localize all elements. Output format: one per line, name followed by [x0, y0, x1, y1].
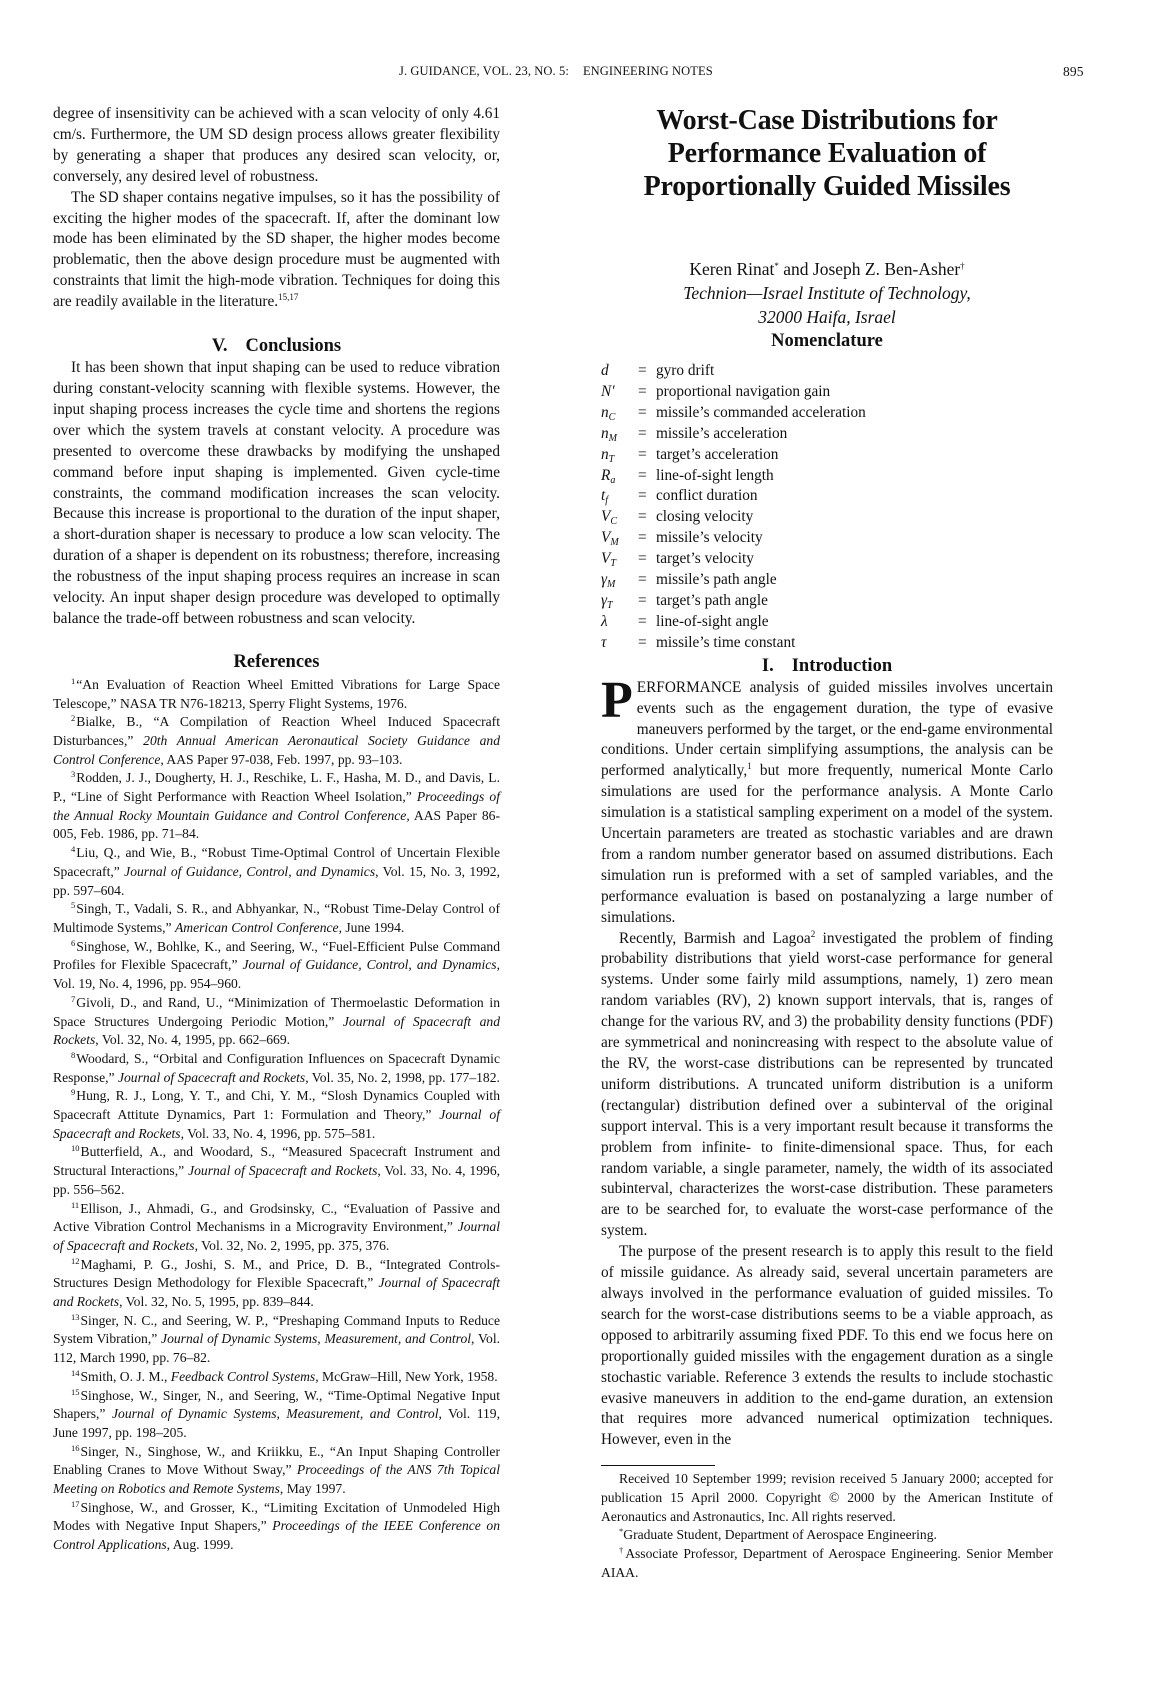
nomenclature-definition: closing velocity — [656, 508, 754, 526]
nomenclature-definition: target’s velocity — [656, 550, 754, 568]
reference-number: 12 — [71, 1255, 80, 1266]
nomenclature-symbol: $V_T$ — [601, 550, 616, 570]
reference-number: 1 — [71, 675, 76, 686]
nomenclature-symbol: $n_T$ — [601, 445, 615, 465]
reference-number: 10 — [71, 1143, 80, 1154]
nomenclature-definition: gyro drift — [656, 362, 715, 379]
left-column — [53, 104, 500, 1555]
reference-item: $^{13}$Singer, N. C., and Seering, W. P., “Preshaping Command Inputs to Reduce System Vibration,” Journal of Dynamic Systems, Measurement, and Control, Vol. 112, March 1990, pp. 76–82. — [53, 1311, 500, 1366]
introduction-paragraph-1: PERFORMANCE analysis of guided missiles involves uncertain events such as the engagement duration, the type of evasive maneuvers performed by the target, or the end-game environmental conditions. Under certain simplifying assumptions, the analysis can be performed analytically,$^1$ but more frequently, numerical Monte Carlo simulations are used for the performance analysis. A Monte Carlo simulation is a statistical sampling experiment on a model of the system. Uncertain parameters are treated as stochastic variables and are drawn from a random number generator based on assumed distributions. Each simulation run is preformed with a set of sampled variables, and the performance evaluation is based on postanalyzing a large number of simulations. — [601, 671, 1053, 926]
affiliation: Technion—Israel Institute of Technology, 32000 Haifa, Israel — [683, 283, 971, 327]
nomenclature-symbol: N′ — [601, 382, 615, 400]
reference-number: 3 — [71, 769, 76, 780]
continuation-paragraph-2: The SD shaper contains negative impulses, so it has the possibility of exciting the higher modes of the spacecraft. If, after the dominant low mode has been eliminated by the SD shaper, the higher modes become problematic, then the above design procedure must be augmented with constraints that limit the high-mode vibration. Techniques for doing this are readily available in the literature.$^{15,17}$ — [53, 188, 500, 311]
drop-cap: P — [601, 671, 633, 729]
reference-item: $^{10}$Butterfield, A., and Woodard, S., “Measured Spacecraft Instrument and Structural Interactions,” Journal of Spacecraft and Rockets, Vol. 33, No. 4, 1996, pp. 556–562. — [53, 1143, 501, 1197]
nomenclature-item: $R_a$ = line-of-sight length — [601, 466, 1053, 487]
nomenclature-definition: proportional navigation gain — [656, 382, 831, 400]
nomenclature-symbol: $R_a$ — [601, 466, 616, 486]
continuation-paragraph-1: degree of insensitivity can be achieved with a scan velocity of only 4.61 cm/s. Furthermore, the UM SD design process allows greater flexibility by generating a shaper that produces any desired scan velocity, or, conversely, any desired level of robustness. — [53, 105, 500, 185]
nomenclature-symbol: $t_f$ — [601, 487, 609, 507]
reference-number: 16 — [71, 1442, 80, 1453]
nomenclature-item: $\gamma_T$ = target’s path angle — [601, 591, 1053, 612]
reference-number: 13 — [71, 1311, 80, 1322]
reference-number: 14 — [71, 1367, 80, 1378]
author2-footnote: †Associate Professor, Department of Aerospace Engineering. Senior Member AIAA. — [601, 1545, 1053, 1580]
nomenclature-item: $V_M$ = missile’s velocity — [601, 528, 1053, 549]
nomenclature-definition: missile’s path angle — [656, 571, 777, 589]
nomenclature-symbol: $V_C$ — [601, 508, 618, 528]
reference-item: $^{11}$Ellison, J., Ahmadi, G., and Grodsinsky, C., “Evaluation of Passive and Active Vibration Control Mechanisms in a Microgravity Environment,” Journal of Spacecraft and Rockets, Vol. 32, No. 2, 1995, pp. 375, 376. — [53, 1199, 500, 1253]
title-block — [601, 104, 1053, 329]
references-heading: References — [233, 651, 320, 672]
nomenclature-item: λ = line-of-sight angle — [601, 612, 1053, 633]
reference-number: 9 — [71, 1087, 76, 1098]
journal-section: ENGINEERING NOTES — [582, 64, 713, 78]
nomenclature-definition: missile’s commanded acceleration — [656, 403, 866, 421]
nomenclature-item: τ = missile’s time constant — [601, 633, 1053, 654]
introduction-heading: I. Introduction — [761, 655, 893, 676]
reference-number: 17 — [71, 1498, 80, 1509]
nomenclature-definition: line-of-sight length — [656, 466, 774, 484]
nomenclature-item: $n_C$ = missile’s commanded acceleration — [601, 403, 1053, 424]
nomenclature-definition: conflict duration — [656, 487, 758, 505]
reference-item: $^{12}$Maghami, P. G., Joshi, S. M., and Price, D. B., “Integrated Controls-Structures Design Methodology for Flexible Spacecraft,” Journal of Spacecraft and Rockets, Vol. 32, No. 5, 1995, pp. 839–844. — [53, 1255, 500, 1310]
nomenclature-definition: target’s path angle — [656, 591, 768, 609]
nomenclature-heading: Nomenclature — [771, 331, 883, 351]
reference-item: $^{15}$Singhose, W., Singer, N., and Seering, W., “Time-Optimal Negative Input Shapers,” Journal of Dynamic Systems, Measurement, and Control, Vol. 119, June 1997, pp. 198–205. — [53, 1386, 500, 1440]
references-list — [53, 676, 500, 1555]
author1-footnote: *Graduate Student, Department of Aerospace Engineering. — [619, 1526, 937, 1543]
nomenclature-symbol: $\gamma_T$ — [601, 591, 613, 611]
reference-number: 7 — [71, 993, 76, 1004]
reference-number: 15 — [71, 1386, 80, 1397]
reference-item: $^6$Singhose, W., Bohlke, K., and Seering, W., “Fuel-Efficient Pulse Command Profiles for Flexible Spacecraft,” Journal of Guidance, Control, and Dynamics, Vol. 19, No. 4, 1996, pp. 954–960. — [53, 937, 500, 992]
reference-item: $^{14}$Smith, O. J. M., Feedback Control Systems, McGraw–Hill, New York, 1958. — [71, 1367, 498, 1384]
citation: 1 — [747, 761, 752, 772]
reference-number: 2 — [71, 713, 76, 724]
reference-item: $^2$Bialke, B., “A Compilation of Reaction Wheel Induced Spacecraft Disturbances,” 20th Annual American Aeronautical Society Guidance and Control Conference, AAS Paper 97-038, Feb. 1997, pp. 93–103. — [53, 713, 500, 767]
running-head — [0, 64, 1155, 84]
nomenclature-item: $\gamma_M$ = missile’s path angle — [601, 570, 1053, 591]
nomenclature-list — [601, 361, 1053, 654]
nomenclature-definition: missile’s acceleration — [656, 424, 788, 442]
introduction-paragraph-2: Recently, Barmish and Lagoa$^2$ investigated the problem of finding probability distributions that yield worst-case performance for general systems. Under some fairly mild assumptions, namely, 1) zero mean random variables (RV), 2) known support intervals, that is, ranges of change for the various RV, and 3) the probability density functions (PDF) are symmetrical and nonincreasing with respect to the absolute value of the RV, the worst-case distributions can be represented by truncated uniform distributions. A truncated uniform distribution is a uniform (rectangular) distribution defined over a subinterval of the original support interval. This is a very important result because it transforms the problem from infinite- to finite-dimensional space. Thus, for each random variable, a single parameter, namely, the width of its associated subinterval, characterizes the worst-case distribution. These parameters are to be searched for, to evaluate the worst-case performance of the system. — [601, 928, 1053, 1240]
nomenclature-item: N′ = proportional navigation gain — [601, 382, 1053, 403]
footnotes — [601, 1470, 1053, 1582]
reference-number: 5 — [71, 900, 76, 911]
reference-number: 11 — [71, 1199, 80, 1210]
footnote-divider — [601, 1465, 715, 1466]
journal-name: J. GUIDANCE, VOL. 23, NO. 5: — [399, 64, 569, 78]
reference-item: $^{17}$Singhose, W., and Grosser, K., “Limiting Excitation of Unmodeled High Modes with Negative Input Shapers,” Proceedings of the IEEE Conference on Control Applications, Aug. 1999. — [53, 1498, 500, 1553]
nomenclature-symbol: τ — [601, 633, 607, 651]
nomenclature-item: $n_T$ = target’s acceleration — [601, 445, 1053, 466]
reference-item: $^5$Singh, T., Vadali, S. R., and Abhyankar, N., “Robust Time-Delay Control of Multimode Systems,” American Control Conference, June 1994. — [53, 900, 500, 935]
paper-title: Worst-Case Distributions for Performance Evaluation of Proportionally Guided Missiles — [643, 105, 1011, 202]
nomenclature-symbol: d — [601, 362, 609, 379]
introduction-paragraph-3: The purpose of the present research is to apply this result to the field of missile guidance. As already said, several uncertain parameters are always involved in the performance evaluation of guided missiles. To search for the worst-case distributions seems to be a viable approach, as opposed to arbitrarily assuming fixed PDF. To this end we focus here on proportionally guided missiles with the engagement duration as a single stochastic variable. Reference 3 extends the results to include stochastic evasive maneuvers in addition to the end-game duration, an extension that requires more advanced numerical optimization techniques. However, even in the — [601, 1243, 1053, 1449]
reference-number: 8 — [71, 1049, 76, 1060]
nomenclature-symbol: $n_C$ — [601, 403, 616, 423]
page-number: 895 — [1063, 64, 1084, 79]
nomenclature-item: $n_M$ = missile’s acceleration — [601, 424, 1053, 445]
running-head-journal-line — [399, 64, 713, 79]
reference-item: $^4$Liu, Q., and Wie, B., “Robust Time-Optimal Control of Uncertain Flexible Spacecraft,” Journal of Guidance, Control, and Dynamics, Vol. 15, No. 3, 1992, pp. 597–604. — [53, 844, 500, 898]
citation: 2 — [810, 928, 816, 939]
nomenclature-definition: missile’s velocity — [656, 529, 763, 547]
reference-item: $^1$“An Evaluation of Reaction Wheel Emitted Vibrations for Large Space Telescope,” NASA TR N76-18213, Sperry Flight Systems, 1976. — [53, 675, 500, 711]
reference-item: $^8$Woodard, S., “Orbital and Configuration Influences on Spacecraft Dynamic Response,” Journal of Spacecraft and Rockets, Vol. 35, No. 2, 1998, pp. 177–182. — [53, 1049, 500, 1085]
nomenclature-symbol: λ — [601, 612, 608, 630]
authors: Keren Rinat* and Joseph Z. Ben-Asher† — [689, 259, 965, 279]
conclusions-heading: V. Conclusions — [211, 336, 342, 357]
reference-item: $^{16}$Singer, N., Singhose, W., and Kriikku, E., “An Input Shaping Controller Enabling Cranes to Move Without Sway,” Proceedings of the ANS 7th Topical Meeting on Robotics and Remote Systems, May 1997. — [53, 1442, 500, 1497]
nomenclature-symbol: $n_M$ — [601, 424, 617, 444]
reference-number: 4 — [71, 844, 76, 855]
conclusions-paragraph: It has been shown that input shaping can be used to reduce vibration during constant-velocity scanning with flexible systems. However, the input shaping process increases the cycle time and shortens the regions over which the system travels at constant velocity. A procedure was presented to overcome these drawbacks by modifying the unshaped command before input shaping is implemented. Given cycle-time constraints, the command modification increases the scan velocity. Because this increase is proportional to the duration of the input shaper, a short-duration shaper is necessary to produce a low scan velocity. The duration of a shaper is dependent on its robustness; therefore, increasing the robustness of the input shaping process requires an increase in scan velocity. An input shaper design procedure was developed to optimally balance the trade-off between robustness and scan velocity. — [53, 359, 500, 627]
reference-number: 6 — [71, 937, 76, 948]
nomenclature-item: d = gyro drift — [601, 361, 1053, 382]
nomenclature-definition: missile’s time constant — [656, 633, 796, 651]
reference-item: $^3$Rodden, J. J., Dougherty, H. J., Reschike, L. F., Hasha, M. D., and Davis, L. P., “Line of Sight Performance with Reaction Wheel Isolation,” Proceedings of the Annual Rocky Mountain Guidance and Control Conference, AAS Paper 86-005, Feb. 1986, pp. 71–84. — [53, 769, 501, 842]
reference-item: $^9$Hung, R. J., Long, Y. T., and Chi, Y. M., “Slosh Dynamics Coupled with Spacecraft Attitute Dynamics, Part 1: Formulation and Theory,” Journal of Spacecraft and Rockets, Vol. 33, No. 4, 1996, pp. 575–581. — [53, 1087, 500, 1141]
reference-item: $^7$Givoli, D., and Rand, U., “Minimization of Thermoelastic Deformation in Space Structures Undergoing Periodic Motion,” Journal of Spacecraft and Rockets, Vol. 32, No. 4, 1995, pp. 662–669. — [53, 993, 500, 1048]
citation: 15,17 — [278, 292, 299, 303]
nomenclature-definition: line-of-sight angle — [656, 612, 769, 630]
nomenclature-item: $V_T$ = target’s velocity — [601, 549, 1053, 570]
nomenclature-definition: target’s acceleration — [656, 445, 779, 463]
right-column — [601, 104, 1053, 1582]
nomenclature-item: $t_f$ = conflict duration — [601, 486, 1053, 507]
nomenclature-symbol: $\gamma_M$ — [601, 571, 616, 591]
nomenclature-item: $V_C$ = closing velocity — [601, 507, 1053, 528]
nomenclature-symbol: $V_M$ — [601, 529, 619, 549]
received-footnote: Received 10 September 1999; revision received 5 January 2000; accepted for publication 15 April 2000. Copyright © 2000 by the American Institute of Aeronautics and Astronautics, Inc. All rights reserved. — [601, 1471, 1053, 1524]
